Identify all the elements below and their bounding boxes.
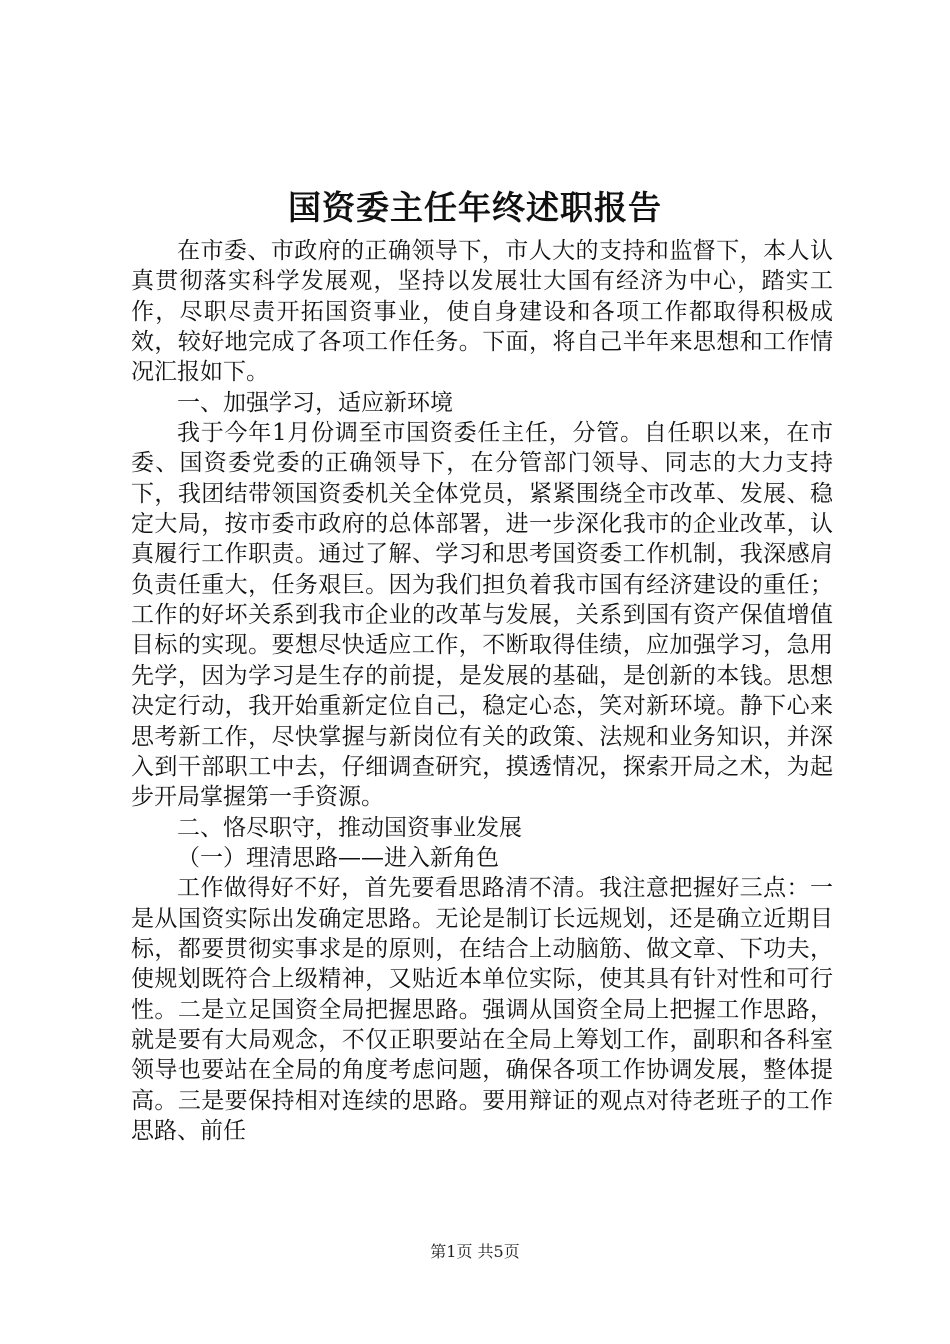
page-number-footer: 第1页 共5页 <box>430 1242 520 1261</box>
paragraph-subsection-1: 工作做得好不好，首先要看思路清不清。我注意把握好三点：一是从国资实际出发确定思路。无论是制订长远规划，还是确立近期目标，都要贯彻实事求是的原则，在结合上动脑筋、做文章、下功夫，使规划既符合上级精神，又贴近本单位实际，使其具有针对性和可行性。二是立足国资全局把握思路。强调从国资全局上把握工作思路，就是要有大局观念，不仅正职要站在全局上筹划工作，副职和各科室领导也要站在全局的角度考虑问题，确保各项工作协调发展，整体提高。三是要保持相对连续的思路。要用辩证的观点对待老班子的工作思路、前任 <box>131 875 833 1144</box>
section-heading-1: 一、加强学习，适应新环境 <box>177 389 453 416</box>
paragraph-section-1: 我于今年1月份调至市国资委任主任，分管。自任职以来，在市委、国资委党委的正确领导下，在分管部门领导、同志的大力支持下，我团结带领国资委机关全体党员，紧紧围绕全市改革、发展、稳定大局，按市委市政府的总体部署，进一步深化我市的企业改革，认真履行工作职责。通过了解、学习和思考国资委工作机制，我深感肩负责任重大，任务艰巨。因为我们担负着我市国有经济建设的重任；工作的好坏关系到我市企业的改革与发展，关系到国有资产保值增值目标的实现。要想尽快适应工作，不断取得佳绩，应加强学习，急用先学，因为学习是生存的前提，是发展的基础，是创新的本钱。思想决定行动，我开始重新定位自己，稳定心态，笑对新环境。静下心来思考新工作，尽快掌握与新岗位有关的政策、法规和业务知识，并深入到干部职工中去，仔细调查研究，摸透情况，探索开局之术，为起步开局掌握第一手资源。 <box>131 420 833 811</box>
document-body <box>131 236 833 1146</box>
subsection-heading-1: （一）理清思路——进入新角色 <box>177 844 499 871</box>
document-title: 国资委主任年终述职报告 <box>288 188 662 227</box>
paragraph-intro: 在市委、市政府的正确领导下，市人大的支持和监督下，本人认真贯彻落实科学发展观，坚持以发展壮大国有经济为中心，踏实工作，尽职尽责开拓国资事业，使自身建设和各项工作都取得积极成效，较好地完成了各项工作任务。下面，将自己半年来思想和工作情况汇报如下。 <box>131 238 833 386</box>
section-heading-2: 二、恪尽职守，推动国资事业发展 <box>177 814 522 841</box>
